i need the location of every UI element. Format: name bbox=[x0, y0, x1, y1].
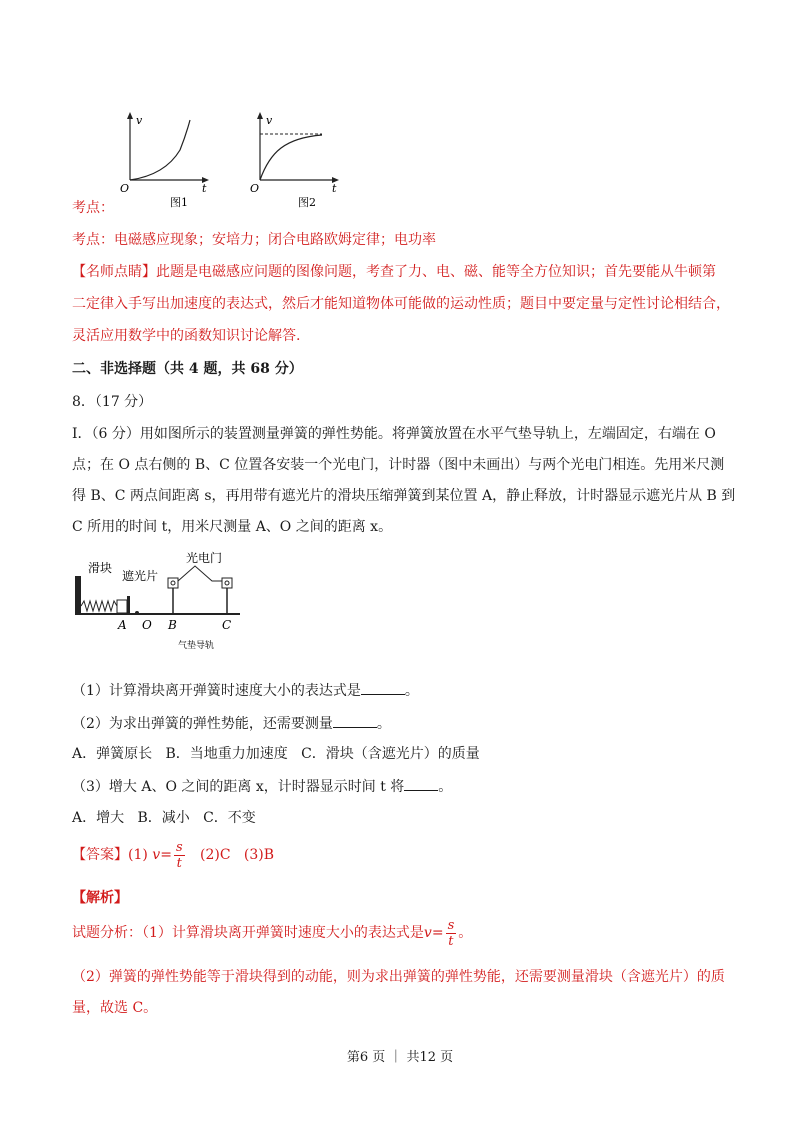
fig2-t-label: t bbox=[332, 182, 337, 195]
solution-line-2: （2）弹簧的弹性势能等于滑块得到的动能，则为求出弹簧的弹性势能，还需要测量滑块（含遮光片）的质 bbox=[72, 969, 725, 985]
solution-eq: = bbox=[431, 925, 444, 941]
solution-fraction bbox=[446, 918, 457, 949]
solution-line-1 bbox=[72, 916, 472, 950]
fig2-origin: O bbox=[250, 182, 260, 195]
sub-question-1 bbox=[72, 680, 419, 701]
label-point-a: A bbox=[118, 618, 127, 632]
question-text-line-4: C 所用的时间 t，用米尺测量 A、O 之间的距离 x。 bbox=[72, 519, 393, 535]
answer-part-2: (2)C bbox=[199, 847, 231, 863]
answer-blank-2[interactable] bbox=[333, 713, 377, 728]
answer-v: v bbox=[152, 847, 161, 863]
solution-line-1-end: 。 bbox=[458, 925, 473, 941]
answer-part-3: (3)B bbox=[243, 847, 275, 863]
solution-heading: 【解析】 bbox=[72, 890, 128, 906]
label-point-c: C bbox=[222, 618, 232, 632]
fig2-v-label: v bbox=[266, 114, 273, 127]
answer-blank-1[interactable] bbox=[361, 680, 405, 695]
kaodian-text: 考点：电磁感应现象；安培力；闭合电路欧姆定律；电功率 bbox=[72, 232, 436, 248]
figure-2 bbox=[250, 112, 339, 209]
fig1-t-label: t bbox=[202, 182, 207, 195]
answer-blank-3[interactable] bbox=[404, 776, 438, 791]
sub-question-3-options: A．增大 B．减小 C．不变 bbox=[72, 810, 256, 826]
answer-label: 【答案】 bbox=[72, 847, 128, 863]
fig1-caption: 图1 bbox=[170, 196, 188, 209]
solution-numerator: s bbox=[447, 917, 455, 933]
answer-denominator: t bbox=[176, 855, 182, 871]
page-footer: 第6 页 ｜ 共12 页 bbox=[346, 1050, 454, 1065]
label-shade: 遮光片 bbox=[122, 569, 159, 583]
answer-numerator: s bbox=[175, 839, 183, 855]
kaodian-heading: 考点： bbox=[72, 200, 114, 216]
answer-fraction bbox=[174, 840, 185, 871]
mingshi-line-1: 【名师点睛】此题是电磁感应问题的图像问题，考查了力、电、磁、能等全方位知识；首先要能从牛顿第 bbox=[72, 264, 716, 280]
question-text-line-3: 得 B、C 两点间距离 s，再用带有遮光片的滑块压缩弹簧到某位置 A，静止释放，计时器显示遮光片从 B 到 bbox=[72, 488, 736, 504]
label-point-b: B bbox=[168, 618, 177, 632]
answer-line bbox=[72, 838, 274, 872]
sub-question-3 bbox=[72, 776, 452, 797]
velocity-time-graphs bbox=[110, 110, 360, 210]
solution-line-3: 量，故选 C。 bbox=[72, 1000, 158, 1016]
apparatus-diagram bbox=[70, 548, 250, 658]
sub-question-2 bbox=[72, 713, 391, 734]
mingshi-line-3: 灵活应用数学中的函数知识讨论解答. bbox=[72, 328, 301, 344]
label-point-o: O bbox=[142, 618, 152, 632]
sub-question-2-end: 。 bbox=[376, 716, 391, 732]
mingshi-line-2: 二定律入手写出加速度的表达式，然后才能知道物体可能做的运动性质；题目中要定量与定性讨论相结合， bbox=[72, 296, 730, 312]
question-text-line-1: Ⅰ．（6 分）用如图所示的装置测量弹簧的弹性势能。将弹簧放置在水平气垫导轨上，左端固定，右端在 O bbox=[72, 426, 716, 442]
fig1-v-label: v bbox=[136, 114, 143, 127]
fig2-caption: 图2 bbox=[298, 196, 316, 209]
sub-question-3-text: （3）增大 A、O 之间的距离 x，计时器显示时间 t 将 bbox=[72, 779, 405, 795]
label-track: 气垫导轨 bbox=[178, 641, 215, 651]
sub-question-1-end: 。 bbox=[404, 683, 419, 699]
fig1-origin: O bbox=[120, 182, 130, 195]
solution-denominator: t bbox=[448, 933, 454, 949]
answer-eq: = bbox=[160, 847, 172, 863]
sub-question-2-options: A．弹簧原长 B．当地重力加速度 C．滑块（含遮光片）的质量 bbox=[72, 746, 480, 762]
label-photogate: 光电门 bbox=[186, 551, 223, 565]
solution-line-1-text: 试题分析：（1）计算滑块离开弹簧时速度大小的表达式是 bbox=[72, 925, 424, 941]
label-slider: 滑块 bbox=[88, 561, 113, 575]
section-title: 二、非选择题（共 4 题，共 68 分） bbox=[72, 361, 303, 377]
solution-v: v bbox=[423, 925, 432, 941]
question-text-line-2: 点；在 O 点右侧的 B、C 位置各安装一个光电门，计时器（图中未画出）与两个光电门相连。先用米尺测 bbox=[72, 457, 725, 473]
question-number: 8．（17 分） bbox=[72, 394, 153, 410]
sub-question-3-end: 。 bbox=[438, 779, 453, 795]
sub-question-1-text: （1）计算滑块离开弹簧时速度大小的表达式是 bbox=[72, 683, 361, 699]
answer-part-1: (1) bbox=[128, 847, 148, 863]
figure-1 bbox=[120, 112, 209, 209]
sub-question-2-text: （2）为求出弹簧的弹性势能，还需要测量 bbox=[72, 716, 333, 732]
